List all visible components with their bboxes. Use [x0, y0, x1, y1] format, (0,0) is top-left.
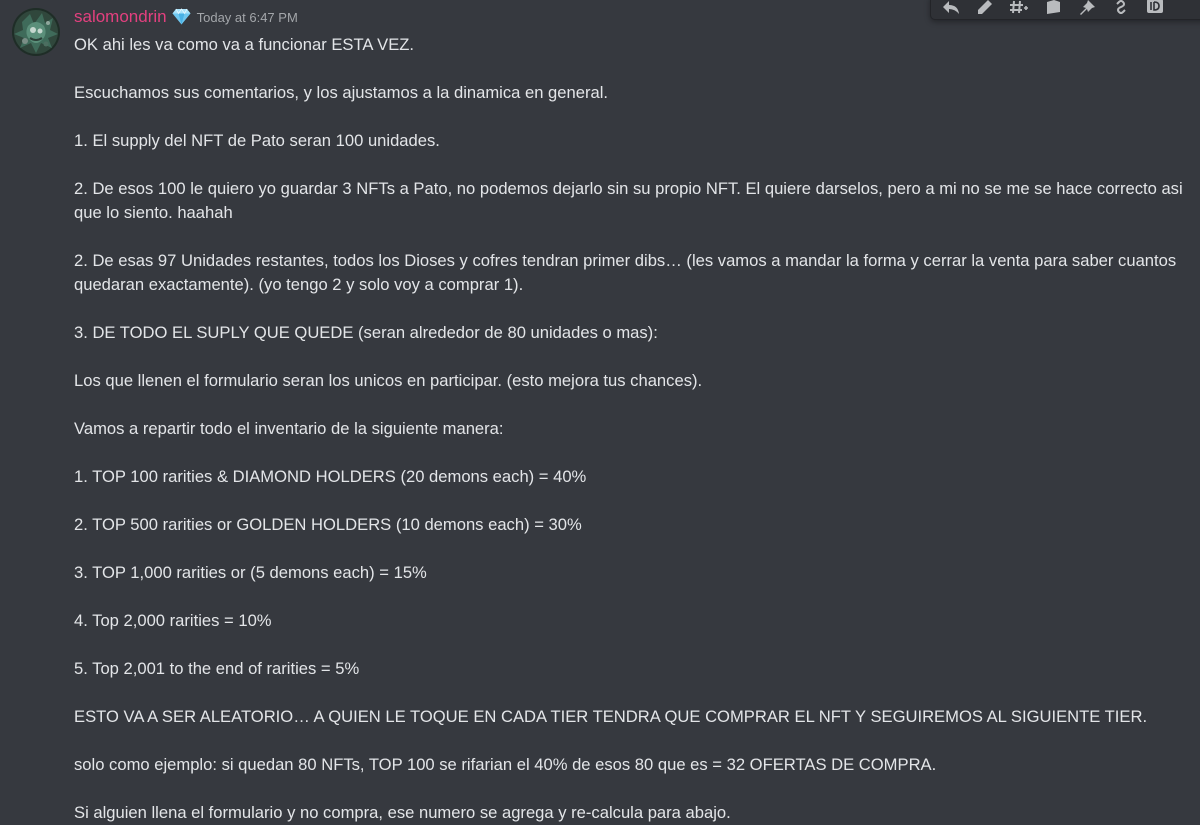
username[interactable]: salomondrin: [74, 7, 167, 26]
hashtag-icon: [1009, 0, 1029, 15]
edit-button[interactable]: [969, 0, 1001, 19]
copy-id-button[interactable]: [1139, 0, 1171, 19]
reply-icon: [942, 0, 960, 15]
message-paragraph: Vamos a repartir todo el inventario de la siguiente manera:: [74, 419, 504, 438]
message-paragraph: 3. TOP 1,000 rarities or (5 demons each) = 15%: [74, 563, 427, 582]
message-paragraph: 2. TOP 500 rarities or GOLDEN HOLDERS (10 demons each) = 30%: [74, 515, 582, 534]
message-paragraph: solo como ejemplo: si quedan 80 NFTs, TOP 100 se rifarian el 40% de esos 80 que es = 32 OFERTAS DE COMPRA.: [74, 755, 937, 774]
id-icon: [1145, 0, 1165, 15]
flag-icon: [1044, 0, 1062, 15]
message-paragraph: 5. Top 2,001 to the end of rarities = 5%: [74, 659, 360, 678]
message-paragraph: Si alguien llena el formulario y no compra, ese numero se agrega y re-calcula para abajo.: [74, 803, 731, 822]
message-paragraph: Los que llenen el formulario seran los unicos en participar. (esto mejora tus chances).: [74, 371, 703, 390]
message-paragraph: 1. TOP 100 rarities & DIAMOND HOLDERS (20 demons each) = 40%: [74, 467, 587, 486]
edit-icon: [976, 0, 994, 15]
avatar-image: [12, 8, 60, 56]
message-paragraph: 3. DE TODO EL SUPLY QUE QUEDE (seran alrededor de 80 unidades o mas):: [74, 323, 658, 342]
message-paragraph: Escuchamos sus comentarios, y los ajustamos a la dinamica en general.: [74, 83, 609, 102]
link-icon: [1112, 0, 1130, 15]
diamond-icon: [172, 8, 191, 25]
reply-button[interactable]: [935, 0, 967, 19]
message-paragraph: 2. De esas 97 Unidades restantes, todos los Dioses y cofres tendran primer dibs… (les vamos a mandar la forma y cerrar la venta para saber cuantos quedaran exactamente). (yo tengo 2 y solo voy a comprar 1).: [74, 251, 1177, 294]
timestamp: Today at 6:47 PM: [196, 9, 298, 25]
message-content: [74, 33, 1184, 825]
copy-link-button[interactable]: [1105, 0, 1137, 19]
thread-button[interactable]: [1003, 0, 1035, 19]
message-paragraph: 1. El supply del NFT de Pato seran 100 unidades.: [74, 131, 440, 150]
message-paragraph: 2. De esos 100 le quiero yo guardar 3 NFTs a Pato, no podemos dejarlo sin su propio NFT. El quiere darselos, pero a mi no se me se hace correcto asi que lo siento. haahah: [74, 179, 1183, 222]
message-paragraph: ESTO VA A SER ALEATORIO… A QUIEN LE TOQUE EN CADA TIER TENDRA QUE COMPRAR EL NFT Y SEGUIREMOS AL SIGUIENTE TIER.: [74, 707, 1148, 726]
message-header: [74, 7, 298, 29]
pin-icon: [1078, 0, 1096, 15]
mark-unread-button[interactable]: [1037, 0, 1069, 19]
message-paragraph: OK ahi les va como va a funcionar ESTA VEZ.: [74, 35, 415, 54]
message-actions-toolbar: [930, 0, 1200, 20]
pin-button[interactable]: [1071, 0, 1103, 19]
message-paragraph: 4. Top 2,000 rarities = 10%: [74, 611, 272, 630]
user-avatar[interactable]: [12, 8, 60, 56]
